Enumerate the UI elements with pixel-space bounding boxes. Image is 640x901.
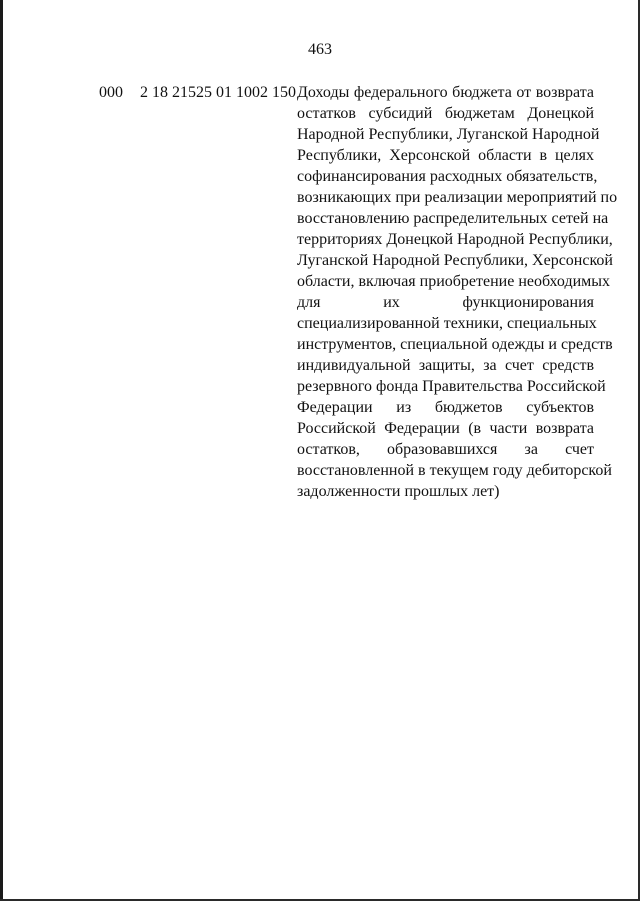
description-line: Луганской Народной Республики, Херсонской — [297, 252, 613, 269]
description-line: остатков субсидий бюджетам Донецкой — [297, 105, 594, 122]
description-line: инструментов, специальной одежды и средств — [297, 336, 613, 353]
description-line: Доходы федерального бюджета от возврата — [297, 84, 594, 101]
budget-classification-code: 2 18 21525 01 1002 150 — [140, 84, 296, 101]
description-line: Народной Республики, Луганской Народной — [297, 126, 600, 143]
income-description — [297, 82, 618, 502]
description-line: Республики, Херсонской области в целях — [297, 147, 594, 164]
description-line: индивидуальной защиты, за счет средств — [297, 357, 594, 374]
description-line: восстановленной в текущем году дебиторской — [297, 462, 612, 479]
scan-left-border — [0, 0, 3, 901]
description-line: задолженности прошлых лет) — [297, 483, 500, 500]
description-line: области, включая приобретение необходимых — [297, 273, 611, 290]
description-line: Федерации из бюджетов субъектов — [297, 399, 594, 416]
description-line: Российской Федерации (в части возврата — [297, 420, 594, 437]
description-line: возникающих при реализации мероприятий по — [297, 189, 618, 206]
description-line: для их функционирования — [297, 294, 594, 311]
description-line: восстановлению распределительных сетей на — [297, 210, 609, 227]
description-line: софинансирования расходных обязательств, — [297, 168, 598, 185]
page-number: 463 — [308, 41, 332, 58]
administrator-code: 000 — [99, 84, 123, 101]
description-line: специализированной техники, специальных — [297, 315, 597, 332]
description-line: остатков, образовавшихся за счет — [297, 441, 594, 458]
description-line: территориях Донецкой Народной Республики, — [297, 231, 613, 248]
description-line: резервного фонда Правительства Российской — [297, 378, 606, 395]
